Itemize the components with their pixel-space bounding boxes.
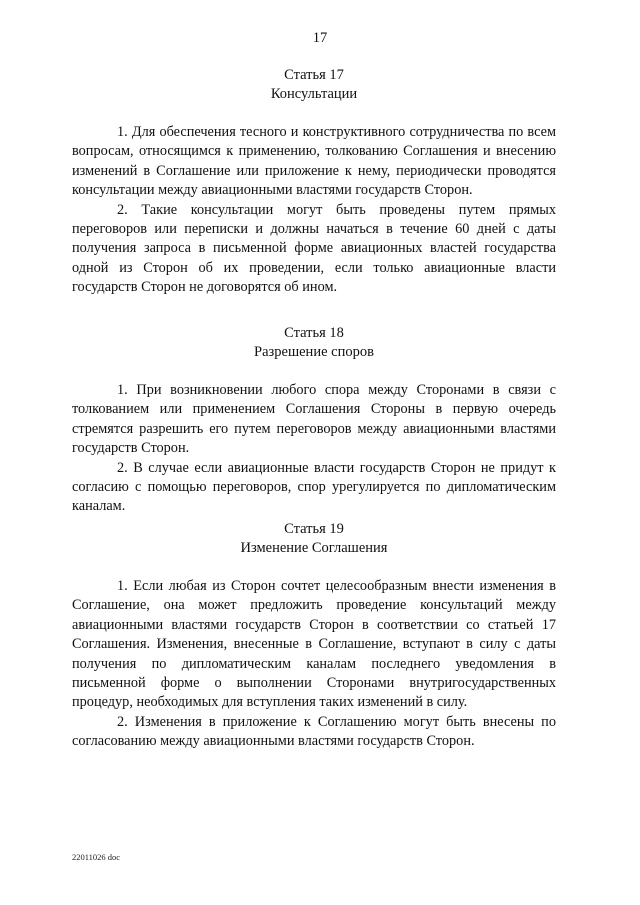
- article-title: Консультации: [270, 86, 358, 102]
- paragraph: 2. В случае если авиационные власти государств Сторон не придут к согласию с помощью переговоров, спор урегулируется по дипломатическим каналам.: [72, 459, 556, 515]
- article-19: [72, 520, 556, 752]
- page-number: 17: [312, 30, 328, 46]
- footer-document-code: 22011026 doc: [72, 852, 121, 862]
- article-18: [72, 324, 556, 517]
- article-body: [72, 577, 556, 752]
- paragraph: 2. Изменения в приложение к Соглашению могут быть внесены по согласованию между авиационными властями государств Сторон.: [72, 713, 556, 750]
- article-title: Разрешение споров: [254, 344, 374, 360]
- paragraph: 1. При возникновении любого спора между Сторонами в связи с толкованием или применением Соглашения Стороны в первую очередь стремятся разрешить его путем переговоров между авиационными властями государств Сторон.: [72, 382, 556, 457]
- paragraph: 1. Для обеспечения тесного и конструктивного сотрудничества по всем вопросам, относящимся к применению, толкованию Соглашения и внесению изменений в Соглашение или приложение к нему, периодически проводятся консультации между авиационными властями государств Сторон.: [72, 124, 556, 199]
- article-title: Изменение Соглашения: [240, 540, 388, 556]
- article-heading: Статья 17: [284, 67, 344, 83]
- article-body: [72, 381, 556, 517]
- article-17: [72, 66, 556, 298]
- article-heading: Статья 19: [284, 521, 344, 537]
- paragraph: 2. Такие консультации могут быть проведены путем прямых переговоров или переписки и должны начаться в течение 60 дней с даты получения запроса в письменной форме авиационных властей государства одной из Сторон об их проведении, если только авиационные власти государств Сторон не договорятся об ином.: [72, 201, 556, 296]
- article-body: [72, 123, 556, 298]
- paragraph: 1. Если любая из Сторон сочтет целесообразным внести изменения в Соглашение, она может предложить проведение консультаций между авиационными властями государств Сторон в соответствии со статьей 17 Соглашения. Изменения, внесенные в Соглашение, вступают в силу с даты получения по дипломатическим каналам последнего уведомления в письменной форме о выполнении Сторонами внутригосударственных процедур, необходимых для вступления таких изменений в силу.: [72, 578, 556, 711]
- article-heading: Статья 18: [284, 325, 344, 341]
